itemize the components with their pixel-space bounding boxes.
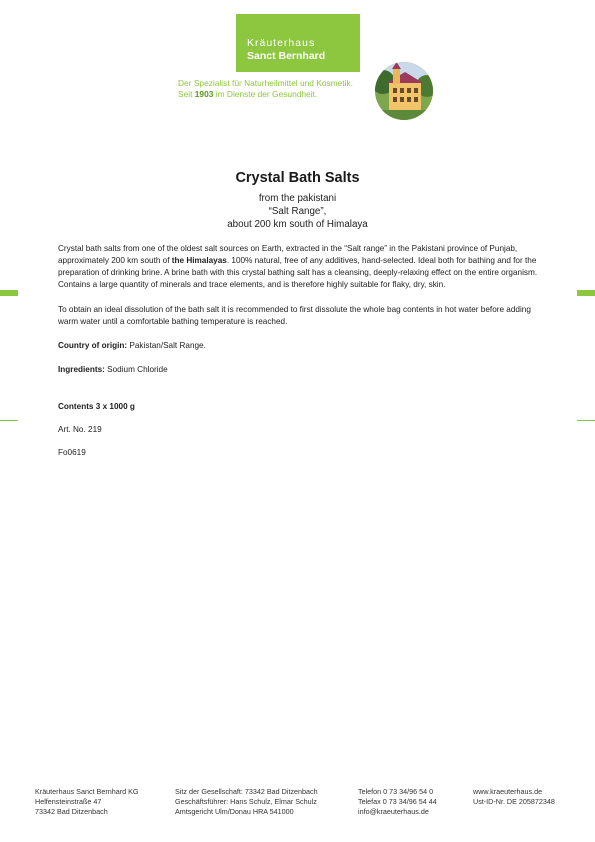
subtitle-line-1: from the pakistani (258, 193, 337, 204)
tagline-line2: Seit 1903 im Dienste der Gesundheit. (178, 89, 318, 99)
product-title: Crystal Bath Salts (235, 170, 360, 186)
brand-name-line1: Kräuterhaus (247, 37, 316, 49)
punch-mark-right (577, 420, 595, 421)
footer-address: Kräuterhaus Sanct Bernhard KG Helfensteinstraße 47 73342 Bad Ditzenbach (35, 787, 139, 816)
contents: Contents 3 x 1000 g (58, 402, 135, 411)
footer-web: www.kraeuterhaus.de Ust-ID-Nr. DE 205872348 (473, 787, 555, 806)
punch-mark-left (0, 420, 18, 421)
ingredients: Ingredients: Sodium Chloride (58, 365, 168, 374)
description-paragraph-1: Crystal bath salts from one of the oldest salt sources on Earth, extracted in the “Salt range” in the Pakistani province of Punjab, approximately 200 km south of the Himalayas. 100% natural, free of any additives, hand-selected. Ideal both for bathing and for the preparation of drinking brine. A brine bath with this crystal bathing salt has a cleansing, deeply-relaxing effect on the entire organism. Contains a large quantity of minerals and trace elements, and is therefore highly suitable for flaky, dry, skin. (58, 244, 538, 289)
subtitle-line-2: “Salt Range”, (268, 206, 327, 217)
document-code: Fo0619 (58, 448, 86, 457)
building-photo (375, 62, 433, 120)
brand-tagline (178, 78, 378, 100)
fold-mark-right (577, 290, 595, 296)
footer-email-link[interactable]: info@kraeuterhaus.de (358, 807, 429, 816)
brand-logo (236, 14, 360, 72)
footer-website-link[interactable]: www.kraeuterhaus.de (473, 787, 543, 796)
article-number: Art. No. 219 (58, 425, 102, 434)
footer-contact: Telefon 0 73 34/96 54 0 Telefax 0 73 34/96 54 44 info@kraeuterhaus.de (358, 787, 437, 816)
tagline-line1: Der Spezialist für Naturheilmittel und Kosmetik. (178, 78, 354, 88)
country-of-origin: Country of origin: Pakistan/Salt Range. (58, 341, 206, 350)
subtitle-line-3: about 200 km south of Himalaya (227, 219, 368, 230)
description-paragraph-2: To obtain an ideal dissolution of the bath salt it is recommended to first dissolute the whole bag contents in hot water before adding warm water until a comfortable bathing temperature is reached. (58, 305, 531, 326)
fold-mark-left (0, 290, 18, 296)
brand-name-line2: Sanct Bernhard (247, 50, 326, 62)
footer-company-info: Sitz der Gesellschaft: 73342 Bad Ditzenbach Geschäftsführer: Hans Schulz, Elmar Schulz Amtsgericht Ulm/Donau HRA 541000 (175, 787, 318, 816)
